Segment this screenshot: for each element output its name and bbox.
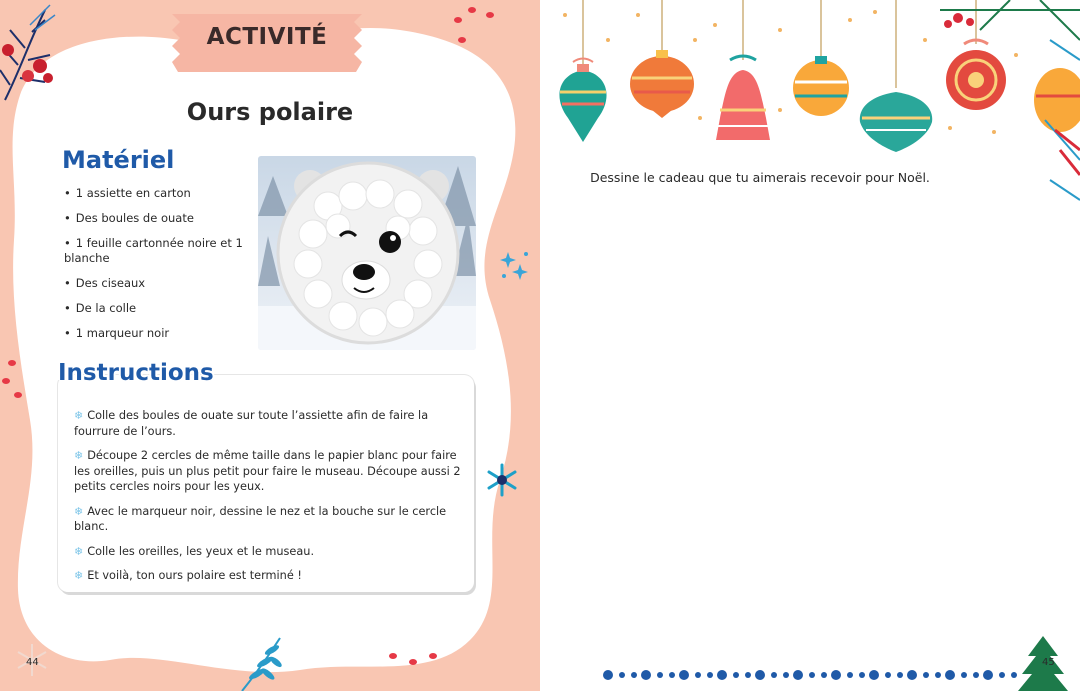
snowflake-icon: ❄: [74, 449, 84, 462]
list-item: • 1 assiette en carton: [64, 186, 254, 201]
list-item: ❄ Découpe 2 cercles de même taille dans le papier blanc pour faire les oreilles, puis un plus petit pour faire le museau. Découpe aussi 2 petits cercles noirs pour les yeux.: [74, 449, 461, 493]
materials-list: [64, 186, 254, 351]
list-item: ❄ Et voilà, ton ours polaire est terminé !: [74, 569, 302, 582]
red-dots-decoration: [440, 0, 510, 50]
list-item: ❄ Avec le marqueur noir, dessine le nez et la bouche sur le cercle blanc.: [74, 504, 447, 533]
banner-label: ACTIVITÉ: [206, 24, 328, 50]
list-item: ❄ Colle des boules de ouate sur toute l’assiette afin de faire la fourrure de l’ours.: [74, 409, 429, 438]
red-dots-decoration: [0, 355, 30, 405]
instructions-list: [74, 408, 464, 593]
snowflake-icon: ❄: [74, 544, 84, 558]
red-dots-decoration: [385, 648, 445, 678]
snowflake-icon: ❄: [74, 409, 84, 422]
list-item: • Des boules de ouate: [64, 211, 254, 226]
list-item: • 1 feuille cartonnée noire et 1 blanche: [64, 236, 254, 266]
ornaments-decoration: [540, 0, 1080, 220]
list-item: • 1 marqueur noir: [64, 326, 254, 341]
page-number-left: 44: [26, 657, 39, 668]
berry-branch-icon: [0, 0, 70, 110]
page-number-right: 45: [1042, 657, 1055, 668]
list-item: • De la colle: [64, 301, 254, 316]
snowflake-icon: ❄: [74, 569, 84, 582]
sparkle-icon: [496, 246, 536, 296]
drawing-prompt: Dessine le cadeau que tu aimerais recevoir pour Noël.: [590, 170, 930, 185]
snowflake-icon: [484, 462, 520, 498]
snowflake-icon: ❄: [74, 504, 84, 518]
list-item: • Des ciseaux: [64, 276, 254, 291]
materials-heading: Matériel: [62, 146, 175, 174]
polar-bear-photo: [258, 156, 476, 350]
right-page: [540, 0, 1080, 691]
list-item: ❄ Colle les oreilles, les yeux et le museau.: [74, 544, 315, 558]
instructions-heading: Instructions: [58, 360, 214, 386]
activity-title: Ours polaire: [186, 98, 354, 126]
fern-icon: [232, 636, 292, 691]
dotted-divider: [600, 668, 1040, 682]
